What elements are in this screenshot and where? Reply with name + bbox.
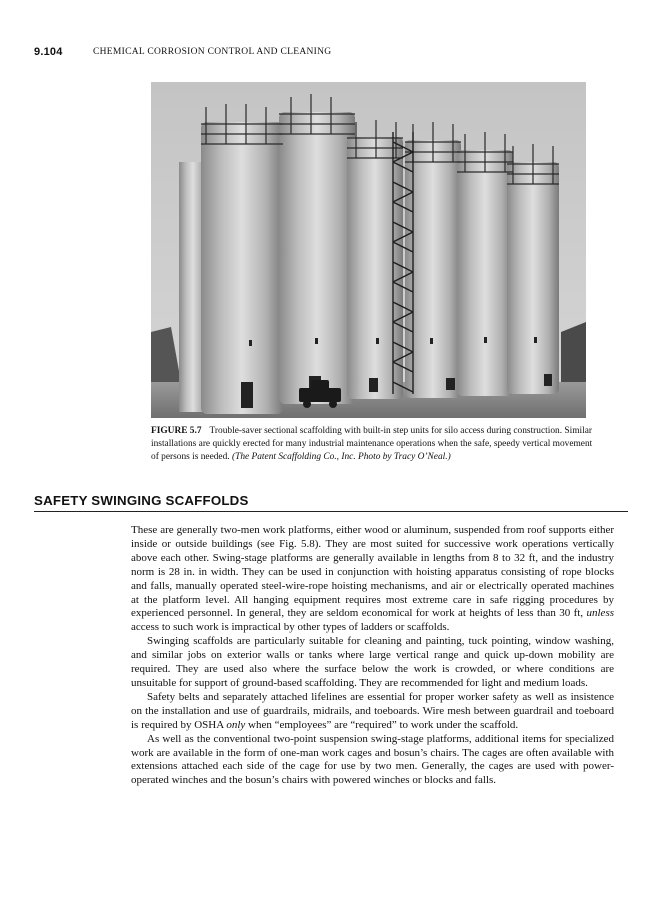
section-heading: SAFETY SWINGING SCAFFOLDS xyxy=(34,493,249,508)
paragraph-4-text: As well as the conventional two-point suspension swing-stage platforms, additional items for specialized work are available in the form of one-man work cages and bosun’s chairs. The cages are often available with extensions attached each side of the cage for use by two men. Generally, the cages are used with power-operated winches and the bosun’s chairs with powered winches or blocks and falls. xyxy=(131,732,614,787)
silo-scaffolding-photo xyxy=(151,82,586,418)
paragraph-3-text-a: Safety belts and separately attached lifelines are essential for proper worker safety as well as insistence on the installation and use of guardrails, midrails, and toeboards. Wire mesh between guardrail and toeboard is required by OSHA xyxy=(131,690,614,731)
figure-caption xyxy=(151,425,596,463)
paragraph-1-text-a: These are generally two-men work platforms, either wood or aluminum, suspended from roof supports either inside or outside buildings (see Fig. 5.8). They are most suited for successive work operations vertically above each other. Swing-stage platforms are generally available in lengths from 8 to 32 ft, and the industry norm is 28 in. in width. They can be used in conjunction with hoisting apparatus consisting of rope blocks and falls, manually operated steel-wire-rope hoisting mechanisms, and air or electrically operated machines at the platform level. All hanging equipment requires most extreme care in safe rigging procedures by experienced personnel. In general, they are seldom economical for work at heights of less than 30 ft, xyxy=(131,524,614,620)
heading-rule xyxy=(34,511,628,512)
figure-label: FIGURE 5.7 xyxy=(151,426,202,436)
figure-caption-text: Trouble-saver sectional scaffolding with built-in step units for silo access during construction. Similar installations are quickly erected for many industrial maintenance operations when the safe, speedy vertical movement of persons is needed. xyxy=(151,426,593,462)
page-number: 9.104 xyxy=(34,46,63,58)
body-text xyxy=(131,524,614,788)
paragraph-3-emphasis: only xyxy=(226,718,246,731)
paragraph-2-text: Swinging scaffolds are particularly suitable for cleaning and painting, tuck pointing, window washing, and similar jobs on exterior walls or tanks where large vertical range and quick up-down mobility are required. They are used also where the surface below the work is crowded, or where conditions are unsuitable for support of ground-based scaffolding. They are recommended for light and medium loads. xyxy=(131,635,614,689)
paragraph-3 xyxy=(131,691,614,733)
paragraph-1-text-b: access to such work is impractical by other types of ladders or scaffolds. xyxy=(131,621,450,634)
paragraph-3-text-b: when “employees” are “required” to work under the scaffold. xyxy=(245,718,519,731)
figure-credit: (The Patent Scaffolding Co., Inc. Photo by Tracy O’Neal.) xyxy=(231,451,451,462)
running-head: CHEMICAL CORROSION CONTROL AND CLEANING xyxy=(93,47,332,57)
paragraph-1 xyxy=(131,524,614,635)
paragraph-1-emphasis: unless xyxy=(586,607,614,620)
paragraph-4 xyxy=(131,733,614,789)
paragraph-2 xyxy=(131,635,614,691)
